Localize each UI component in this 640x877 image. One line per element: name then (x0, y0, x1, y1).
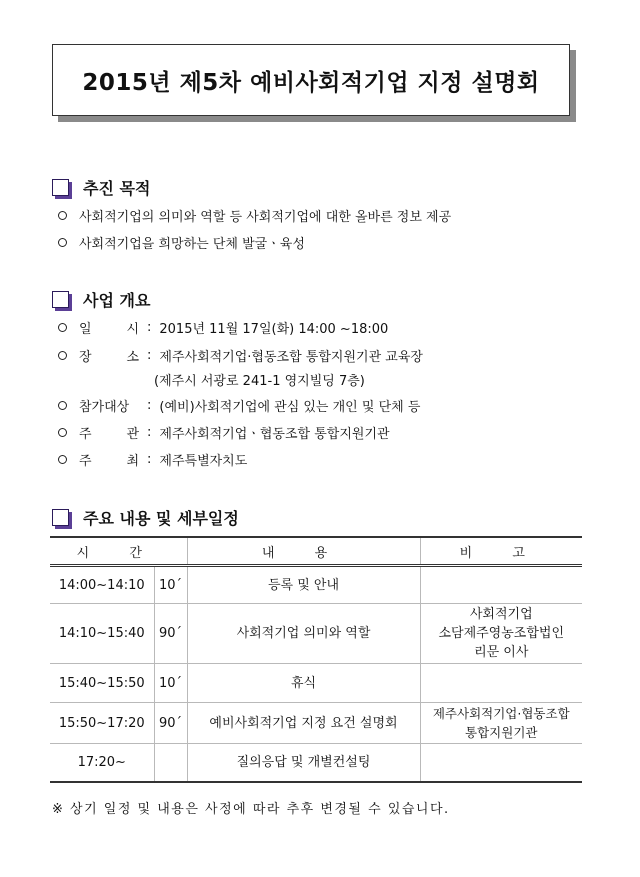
page-title: 2015년 제5차 예비사회적기업 지정 설명회 (82, 69, 540, 96)
row-label: 주 관 (79, 427, 139, 442)
section-heading-schedule (52, 506, 239, 529)
column-header: 내 용 (187, 537, 420, 566)
section-title: 사업 개요 (83, 291, 151, 310)
row-label: 참가대상 (79, 400, 130, 415)
section-heading-purpose (52, 176, 150, 199)
overview-row-host: 주 최 : 제주특별자치도 (58, 450, 247, 469)
row-value: 제주사회적기업·협동조합 통합지원기관 교육장 (159, 350, 423, 365)
circle-bullet-icon (58, 428, 67, 437)
square-bullet-icon (52, 291, 69, 308)
title-box (52, 44, 570, 116)
circle-bullet-icon (58, 323, 67, 332)
section-title: 추진 목적 (83, 179, 151, 198)
column-header: 비 고 (420, 537, 582, 566)
overview-row-target: 참가대상 : (예비)사회적기업에 관심 있는 개인 및 단체 등 (58, 396, 420, 415)
row-label: 일 시 (79, 322, 139, 337)
row-value: 제주사회적기업ㆍ협동조합 통합지원기관 (159, 427, 390, 442)
row-label: 주 최 (79, 454, 139, 469)
table-row: 15:50~17:20 90´ 예비사회적기업 지정 요건 설명회 제주사회적기업·협동조합 통합지원기관 (50, 703, 582, 744)
row-value: 제주특별자치도 (159, 454, 248, 469)
table-row: 15:40~15:50 10´ 휴식 (50, 664, 582, 703)
list-item: 사회적기업의 의미와 역할 등 사회적기업에 대한 올바른 정보 제공 (58, 206, 451, 225)
table-row: 14:10~15:40 90´ 사회적기업 의미와 역할 사회적기업 소담제주영농조합법인 리문 이사 (50, 604, 582, 664)
row-label: 장 소 (79, 350, 139, 365)
circle-bullet-icon (58, 351, 67, 360)
column-header: 시 간 (50, 537, 187, 566)
row-value: (예비)사회적기업에 관심 있는 개인 및 단체 등 (159, 400, 421, 415)
section-title: 주요 내용 및 세부일정 (83, 509, 239, 528)
row-value: 2015년 11월 17일(화) 14:00 ~18:00 (159, 322, 389, 337)
table-row: 14:00~14:10 10´ 등록 및 안내 (50, 566, 582, 604)
schedule-table (50, 536, 582, 783)
circle-bullet-icon (58, 455, 67, 464)
location-detail: (제주시 서광로 241-1 영지빌딩 7층) (154, 374, 365, 389)
square-bullet-icon (52, 509, 69, 526)
table-row: 17:20~ 질의응답 및 개별컨설팅 (50, 744, 582, 782)
circle-bullet-icon (58, 211, 67, 220)
circle-bullet-icon (58, 401, 67, 410)
overview-row-date: 일 시 : 2015년 11월 17일(화) 14:00 ~18:00 (58, 318, 388, 337)
square-bullet-icon (52, 179, 69, 196)
overview-row-organizer: 주 관 : 제주사회적기업ㆍ협동조합 통합지원기관 (58, 423, 390, 442)
footnote: ※ 상기 일정 및 내용은 사정에 따라 추후 변경될 수 있습니다. (52, 802, 450, 817)
circle-bullet-icon (58, 238, 67, 247)
section-heading-overview (52, 288, 150, 311)
list-item: 사회적기업을 희망하는 단체 발굴ㆍ육성 (58, 233, 305, 252)
overview-row-place: 장 소 : 제주사회적기업·협동조합 통합지원기관 교육장 (58, 346, 423, 365)
